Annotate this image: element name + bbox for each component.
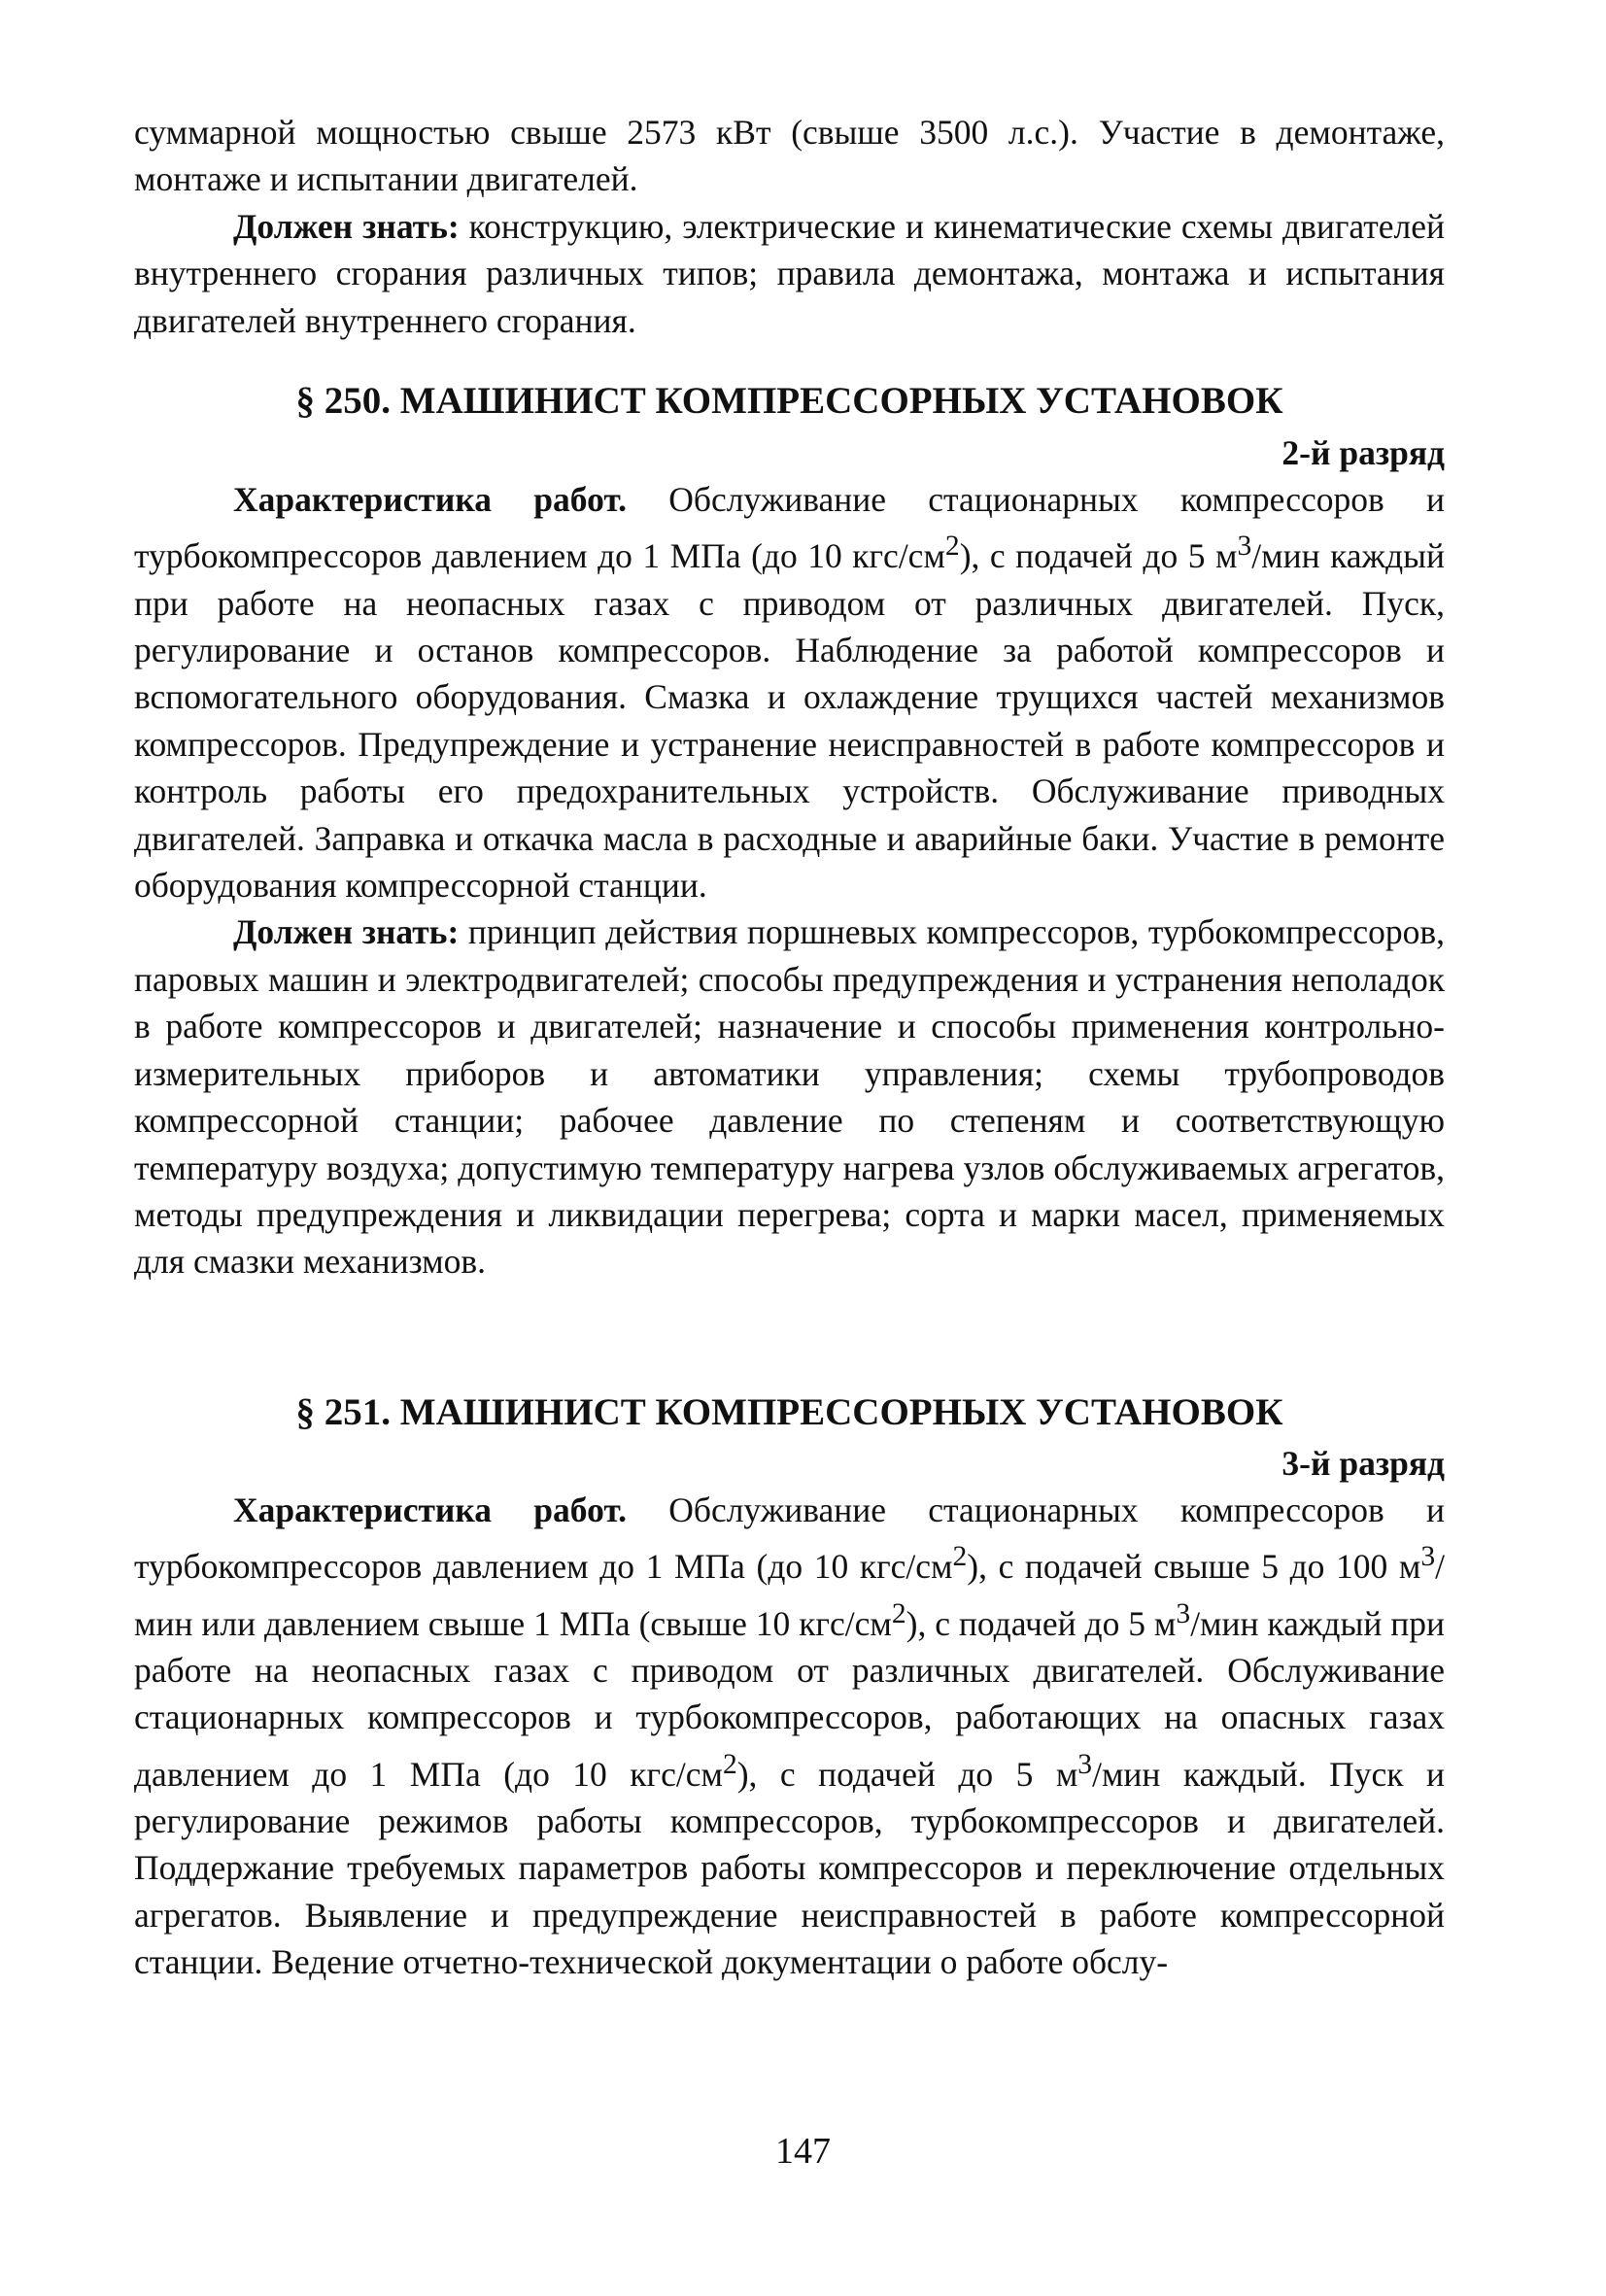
superscript: 2 <box>722 1748 737 1780</box>
intro-text: суммарной мощностью свыше 2573 кВт (свыше 3500 л.с.). Участие в демонтаже, монтаже и испытании двигателей. <box>134 113 1445 199</box>
superscript: 2 <box>944 531 960 563</box>
text-run: /мин каждый при работе на неопасных газах с приводом от различных двигателей. Обслуживание стационарных компрессоров и турбокомпрессоров, работающих на опасных газах давлением до 1 МПа (до 10 кгс/см <box>134 1603 1445 1794</box>
knowledge-lead: Должен знать: <box>233 206 460 246</box>
section-251-body <box>134 1487 1445 1986</box>
knowledge-lead: Должен знать: <box>233 912 460 952</box>
knowledge-text: принцип действия поршневых компрессоров, турбокомпрессоров, паровых машин и электродвигателей; способы предупреждения и устранения неполадок в работе компрессоров и двигателей; назначение и способы применения контрольно-измерительных приборов и автоматики управления; схемы трубопроводов компрессорной станции; рабочее давление по степеням и соответствующую температуру воздуха; допустимую температуру нагрева узлов обслуживаемых агрегатов, методы предупреждения и ликвидации перегрева; сорта и марки масел, применяемых для смазки механизмов. <box>134 912 1445 1282</box>
section-251-characteristics <box>134 1487 1445 1986</box>
intro-block <box>134 109 1445 344</box>
text-run: ), с подачей до 5 м <box>736 1754 1078 1794</box>
section-251-grade: 3-й разряд <box>1281 1444 1445 1483</box>
text-run: /мин каждый. Пуск и регулирование режимов работы компрессоров, турбокомпрессоров и двигателей. Поддержание требуемых параметров работы компрессоров и переключение отдельных агрегатов. Выявление и предупреждение неисправностей в работе компрессорной станции. Ведение отчетно-технической документации о работе обслу- <box>134 1754 1445 1982</box>
text-run: Обслуживание стационарных компрессоров и турбокомпрессоров давлением до 1 МПа (до 10 кгс/см <box>134 1491 1445 1587</box>
text-run: /мин или давлением свыше 1 МПа (свыше 10 кгс/см <box>134 1547 1445 1643</box>
superscript: 3 <box>1237 531 1252 563</box>
section-250-characteristics <box>134 476 1445 908</box>
text-run: ), с подачей до 5 м <box>906 1603 1177 1643</box>
page-number: 147 <box>775 2131 831 2172</box>
intro-paragraph <box>134 109 1445 203</box>
section-250-grade: 2-й разряд <box>1281 433 1445 472</box>
knowledge-text: конструкцию, электрические и кинематические схемы двигателей внутреннего сгорания различных типов; правила демонтажа, монтажа и испытания двигателей внутреннего сгорания. <box>134 206 1445 340</box>
text-run: ), с подачей свыше 5 до 100 м <box>967 1547 1421 1587</box>
section-251-heading: § 251. МАШИНИСТ КОМПРЕССОРНЫХ УСТАНОВОК <box>295 1391 1283 1433</box>
section-250-body <box>134 476 1445 1285</box>
text-run: /мин каждый при работе на неопасных газах с приводом от различных двигателей. Пуск, регулирование и останов компрессоров. Наблюдение за работой компрессоров и вспомогательного оборудования. Смазка и охлаждение трущихся частей механизмов компрессоров. Предупреждение и устранение неисправностей в работе компрессоров и контроль работы его предохранительных устройств. Обслуживание приводных двигателей. Заправка и откачка масла в расходные и аварийные баки. Участие в ремонте оборудования компрессорной станции. <box>134 536 1445 906</box>
superscript: 3 <box>1176 1597 1191 1629</box>
text-run: Обслуживание стационарных компрессоров и турбокомпрессоров давлением до 1 МПа (до 10 кгс/см <box>134 480 1445 576</box>
section-250-knowledge <box>134 908 1445 1285</box>
intro-knowledge-paragraph <box>134 203 1445 344</box>
superscript: 3 <box>1077 1748 1093 1780</box>
text-run: ), с подачей до 5 м <box>959 536 1238 576</box>
superscript: 3 <box>1420 1541 1436 1573</box>
characteristics-lead: Характеристика работ. <box>233 1491 627 1529</box>
superscript: 2 <box>891 1597 906 1629</box>
superscript: 2 <box>952 1541 968 1573</box>
section-250-heading: § 250. МАШИНИСТ КОМПРЕССОРНЫХ УСТАНОВОК <box>295 380 1283 422</box>
characteristics-lead: Характеристика работ. <box>233 480 627 519</box>
